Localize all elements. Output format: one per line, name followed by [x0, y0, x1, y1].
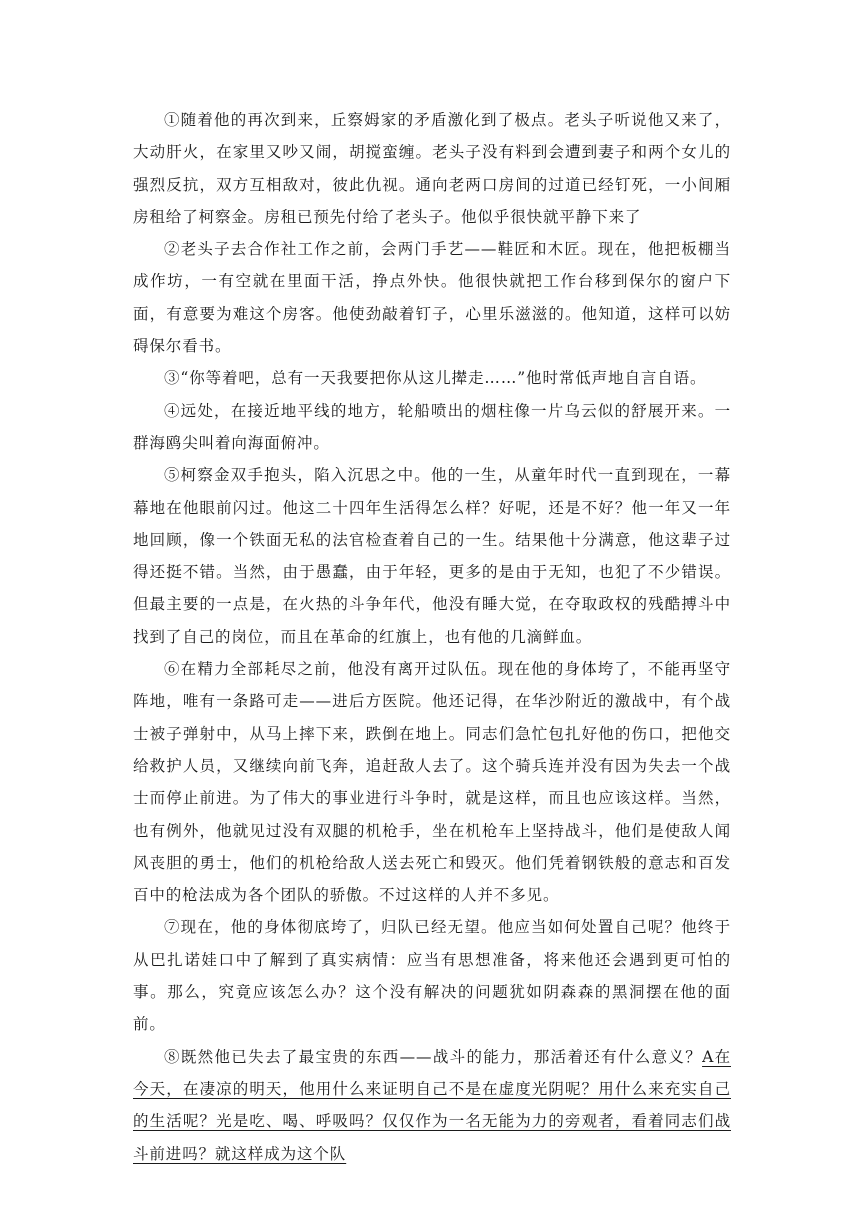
paragraph-8-lead: ⑧既然他已失去了最宝贵的东西——战斗的能力，那活着还有什么意义？: [164, 1047, 703, 1066]
paragraph-4: ④远处，在接近地平线的地方，轮船喷出的烟柱像一片乌云似的舒展开来。一群海鸥尖叫着向海面俯冲。: [133, 401, 731, 452]
paragraph-6: ⑥在精力全部耗尽之前，他没有离开过队伍。现在他的身体垮了，不能再坚守阵地，唯有一条路可走——进后方医院。他还记得，在华沙附近的激战中，有个战士被子弹射中，从马上摔下来，跌倒在地上。同志们急忙包扎好他的伤口，把他交给救护人员，又继续向前飞奔，追赶敌人去了。这个骑兵连并没有因为失去一个战士而停止前进。为了伟大的事业进行斗争时，就是这样，而且也应该这样。当然，也有例外，他就见过没有双腿的机枪手，坐在机枪车上坚持战斗，他们是使敌人闻风丧胆的勇士，他们的机枪给敌人送去死亡和毁灭。他们凭着钢铁般的意志和百发百中的枪法成为各个团队的骄傲。不过这样的人并不多见。: [133, 660, 731, 905]
paragraph-3: ③“你等着吧，总有一天我要把你从这儿撵走……”他时常低声地自言自语。: [164, 369, 707, 388]
paragraph-5: ⑤柯察金双手抱头，陷入沉思之中。他的一生，从童年时代一直到现在，一幕幕地在他眼前闪过。他这二十四年生活得怎么样？好呢，还是不好？他一年又一年地回顾，像一个铁面无私的法官检查着自己的一生。结果他十分满意，他这辈子过得还挺不错。当然，由于愚蠢，由于年轻，更多的是由于无知，也犯了不少错误。但最主要的一点是，在火热的斗争年代，他没有睡大觉，在夺取政权的残酷搏斗中找到了自己的岗位，而且在革命的红旗上，也有他的几滴鲜血。: [133, 466, 731, 646]
paragraph-7: ⑦现在，他的身体彻底垮了，归队已经无望。他应当如何处置自己呢？他终于从巴扎诺娃口中了解到了真实病情：应当有思想准备，将来他还会遇到更可怕的事。那么，究竟应该怎么办？这个没有解决的问题犹如阴森森的黑洞摆在他的面前。: [133, 918, 731, 1034]
paragraph-2: ②老头子去合作社工作之前，会两门手艺——鞋匠和木匠。现在，他把板棚当成作坊，一有空就在里面干活，挣点外快。他很快就把工作台移到保尔的窗户下面，有意要为难这个房客。他使劲敲着钉子，心里乐滋滋的。他知道，这样可以妨碍保尔看书。: [133, 240, 731, 356]
paragraph-1: ①随着他的再次到来，丘察姆家的矛盾激化到了极点。老头子听说他又来了，大动肝火，在家里又吵又闹，胡搅蛮缠。老头子没有料到会遭到妻子和两个女儿的强烈反抗，双方互相敌对，彼此仇视。通向老两口房间的过道已经钉死，一小间厢房租给了柯察金。房租已预先付给了老头子。他似乎很快就平静下来了: [133, 111, 731, 226]
underlined-passage-a: A在今天，在凄凉的明天，他用什么来证明自己不是在虚度光阴呢？用什么来充实自己的生活呢？光是吃、喝、呼吸吗？仅仅作为一名无能为力的旁观者，看着同志们战斗前进吗？就这样成为这个队: [133, 1047, 731, 1163]
document-page: [133, 104, 731, 1170]
paragraph-8: [133, 1041, 731, 1170]
